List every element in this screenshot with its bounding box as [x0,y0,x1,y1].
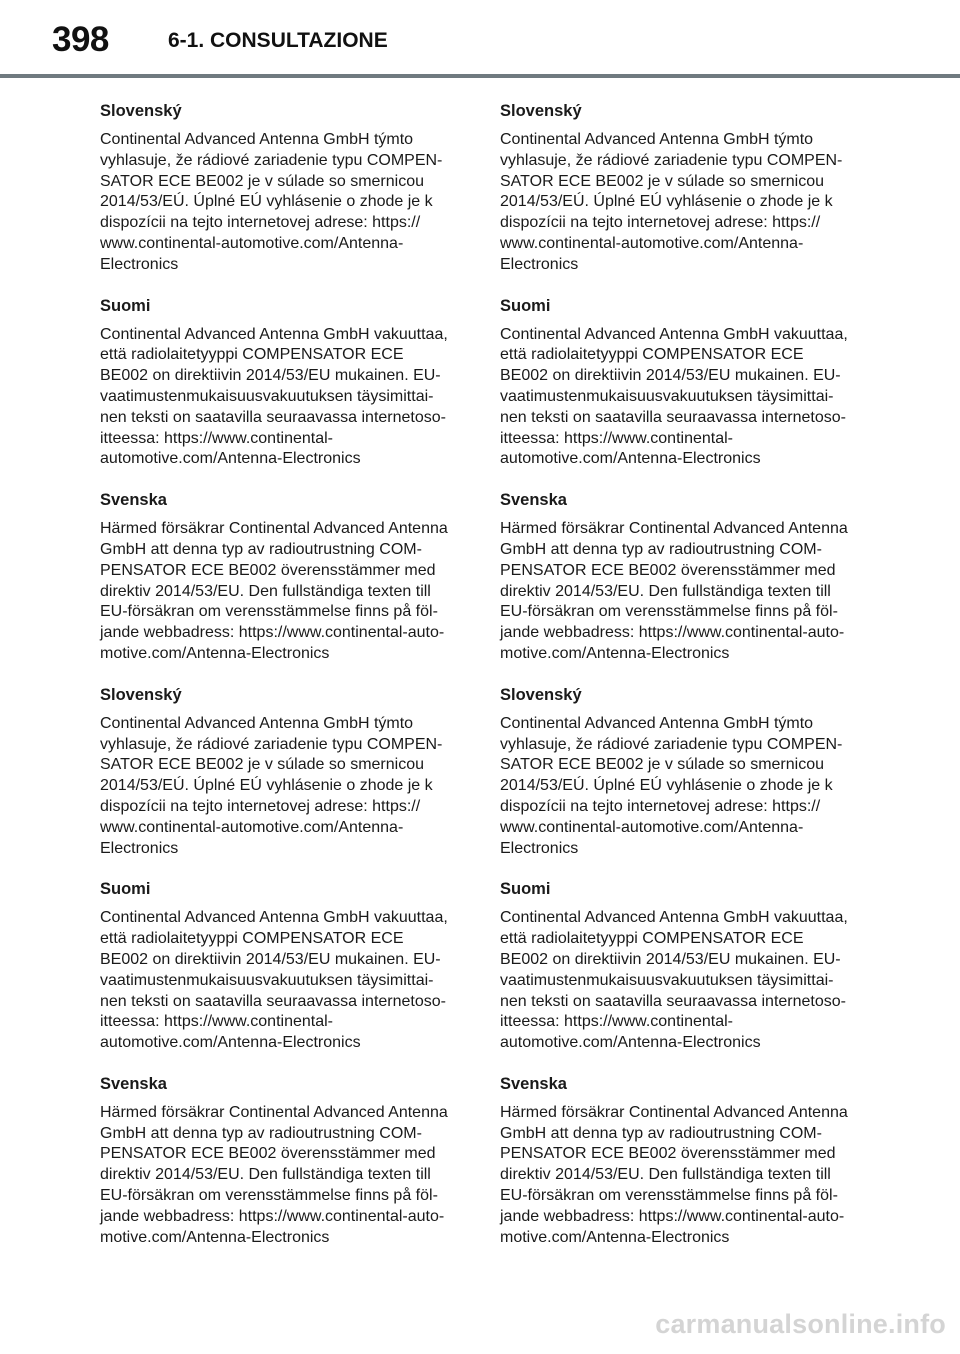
block-title: Suomi [100,880,151,899]
block-title: Slovenský [100,685,182,704]
declaration-block-slovensky [500,98,865,276]
block-title: Svenska [100,1074,167,1093]
declaration-block-slovensky [100,98,465,276]
block-text: Continental Advanced Antenna GmbH vakuuttaa, että radiolaitetyyppi COMPENSATOR ECE BE002 on direktiivin 2014/53/EU mukainen. EU- vaatimustenmukaisuusvakuutuksen täysimittai- nen teksti on saatavilla seuraavassa internetoso- itteessa: https://www.continental- automotive.com/Antenna-Electronics [100,909,448,1052]
declaration-block-suomi [500,876,865,1054]
block-text: Continental Advanced Antenna GmbH týmto vyhlasuje, že rádiové zariadenie typu COMPEN- SATOR ECE BE002 je v súlade so smernicou 2014/53/EÚ. Úplné EÚ vyhlásenie o zhode je k dispozícii na tejto internetovej adrese: https:// www.continental-automotive.com/Antenna- Electronics [500,131,843,273]
block-title: Svenska [100,491,167,510]
block-text: Continental Advanced Antenna GmbH týmto vyhlasuje, že rádiové zariadenie typu COMPEN- SATOR ECE BE002 je v súlade so smernicou 2014/53/EÚ. Úplné EÚ vyhlásenie o zhode je k dispozícii na tejto internetovej adrese: https:// www.continental-automotive.com/Antenna- Electronics [500,714,843,857]
block-title: Suomi [500,296,551,315]
page-header [0,0,960,80]
block-title: Svenska [500,1074,567,1093]
page-number: 398 [52,20,109,59]
block-title: Slovenský [500,685,582,704]
declaration-block-suomi [500,293,865,471]
declaration-block-suomi [100,293,465,471]
header-divider [0,74,960,78]
block-text: Härmed försäkrar Continental Advanced Antenna GmbH att denna typ av radioutrustning COM- PENSATOR ECE BE002 överensstämmer med direktiv 2014/53/EU. Den fullständiga texten till EU-försäkran om verensstämmelse finns på föl- jande webbadress: https://www.continental-auto- motive.com/Antenna-Electronics [100,1103,448,1246]
declaration-block-svenska [500,487,865,665]
block-text: Continental Advanced Antenna GmbH vakuuttaa, että radiolaitetyyppi COMPENSATOR ECE BE002 on direktiivin 2014/53/EU mukainen. EU- vaatimustenmukaisuusvakuutuksen täysimittai- nen teksti on saatavilla seuraavassa internetoso- itteessa: https://www.continental- automotive.com/Antenna-Electronics [500,909,848,1052]
right-column [500,98,865,1265]
declaration-block-slovensky [500,682,865,860]
block-title: Suomi [100,296,151,315]
block-title: Suomi [500,880,551,899]
block-text: Härmed försäkrar Continental Advanced Antenna GmbH att denna typ av radioutrustning COM- PENSATOR ECE BE002 överensstämmer med direktiv 2014/53/EU. Den fullständiga texten till EU-försäkran om verensstämmelse finns på föl- jande webbadress: https://www.continental-auto- motive.com/Antenna-Electronics [500,520,848,662]
section-title: 6-1. CONSULTAZIONE [168,29,388,52]
declaration-block-slovensky [100,682,465,860]
block-text: Continental Advanced Antenna GmbH vakuuttaa, että radiolaitetyyppi COMPENSATOR ECE BE002 on direktiivin 2014/53/EU mukainen. EU- vaatimustenmukaisuusvakuutuksen täysimittai- nen teksti on saatavilla seuraavassa internetoso- itteessa: https://www.continental- automotive.com/Antenna-Electronics [100,325,448,468]
declaration-block-svenska [500,1071,865,1249]
block-text: Härmed försäkrar Continental Advanced Antenna GmbH att denna typ av radioutrustning COM- PENSATOR ECE BE002 överensstämmer med direktiv 2014/53/EU. Den fullständiga texten till EU-försäkran om verensstämmelse finns på föl- jande webbadress: https://www.continental-auto- motive.com/Antenna-Electronics [100,520,448,662]
watermark: carmanualsonline.info [655,1309,946,1339]
block-title: Slovenský [500,102,582,120]
declaration-block-suomi [100,876,465,1054]
block-text: Continental Advanced Antenna GmbH týmto vyhlasuje, že rádiové zariadenie typu COMPEN- SATOR ECE BE002 je v súlade so smernicou 2014/53/EÚ. Úplné EÚ vyhlásenie o zhode je k dispozícii na tejto internetovej adrese: https:// www.continental-automotive.com/Antenna- Electronics [100,131,443,273]
block-text: Continental Advanced Antenna GmbH týmto vyhlasuje, že rádiové zariadenie typu COMPEN- SATOR ECE BE002 je v súlade so smernicou 2014/53/EÚ. Úplné EÚ vyhlásenie o zhode je k dispozícii na tejto internetovej adrese: https:// www.continental-automotive.com/Antenna- Electronics [100,714,443,857]
block-text: Continental Advanced Antenna GmbH vakuuttaa, että radiolaitetyyppi COMPENSATOR ECE BE002 on direktiivin 2014/53/EU mukainen. EU- vaatimustenmukaisuusvakuutuksen täysimittai- nen teksti on saatavilla seuraavassa internetoso- itteessa: https://www.continental- automotive.com/Antenna-Electronics [500,325,848,468]
declaration-block-svenska [100,487,465,665]
block-text: Härmed försäkrar Continental Advanced Antenna GmbH att denna typ av radioutrustning COM- PENSATOR ECE BE002 överensstämmer med direktiv 2014/53/EU. Den fullständiga texten till EU-försäkran om verensstämmelse finns på föl- jande webbadress: https://www.continental-auto- motive.com/Antenna-Electronics [500,1103,848,1246]
left-column [100,98,465,1265]
declaration-block-svenska [100,1071,465,1249]
block-title: Slovenský [100,102,182,120]
block-title: Svenska [500,491,567,510]
